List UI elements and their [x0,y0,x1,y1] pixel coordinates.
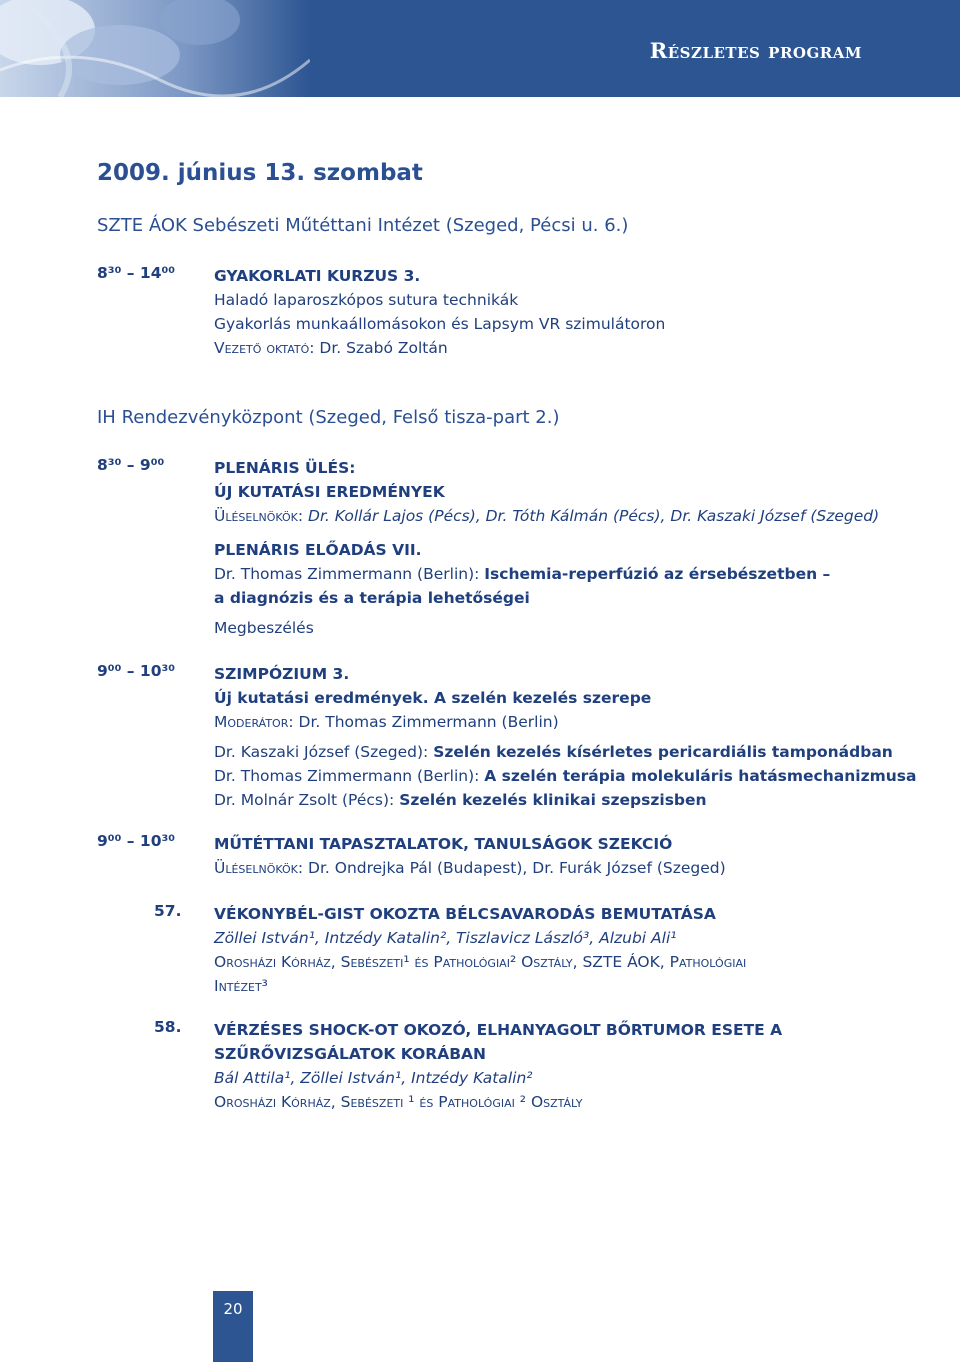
speaker: Dr. Thomas Zimmermann (Berlin): [214,767,485,785]
session-subtitle: ÚJ KUTATÁSI EREDMÉNYEK [214,483,445,501]
chairs-label: Üléselnökök: [214,859,304,877]
talk-title: Ischemia-reperfúzió az érsebészetben – [484,565,831,583]
speaker: Dr. Molnár Zsolt (Pécs): [214,791,400,809]
paper-affiliation: Intézet³ [214,977,268,995]
lead-label: Vezető oktató: [214,339,315,357]
lead-name: Dr. Szabó Zoltán [314,339,448,357]
talk-title: a diagnózis és a terápia lehetőségei [214,589,530,607]
chairs-names: Dr. Kollár Lajos (Pécs), Dr. Tóth Kálmán (Pécs), Dr. Kaszaki József (Szeged) [303,507,880,525]
paper-authors: Zöllei István¹, Intzédy Katalin², Tiszlavicz László³, Alzubi Ali¹ [214,929,677,947]
paper-authors: Bál Attila¹, Zöllei István¹, Intzédy Katalin² [214,1069,533,1087]
session-title: MŰTÉTTANI TAPASZTALATOK, TANULSÁGOK SZEKCIÓ [214,835,673,853]
talk-title: Szelén kezelés kísérletes pericardiális tamponádban [433,743,893,761]
session-line: Gyakorlás munkaállomásokon és Lapsym VR szimulátoron [214,315,666,333]
moderator-name: Dr. Thomas Zimmermann (Berlin) [293,713,559,731]
paper-title: VÉKONYBÉL-GIST OKOZTA BÉLCSAVARODÁS BEMUTATÁSA [214,905,716,923]
speaker: Dr. Thomas Zimmermann (Berlin): [214,565,485,583]
session-line: Haladó laparoszkópos sutura technikák [214,291,519,309]
session-title: PLENÁRIS ÜLÉS: [214,459,356,477]
paper-title: SZŰRŐVIZSGÁLATOK KORÁBAN [214,1045,487,1063]
session-title: GYAKORLATI KURZUS 3. [214,267,421,285]
talk-title: Szelén kezelés klinikai szepszisben [399,791,707,809]
moderator-label: Moderátor: [214,713,294,731]
session-time: 8³⁰ – 9⁰⁰ [97,456,165,474]
header-band [0,0,960,97]
venue-sebeszeti: SZTE ÁOK Sebészeti Műtéttani Intézet (Szeged, Pécsi u. 6.) [97,215,629,236]
talk-title: A szelén terápia molekuláris hatásmechanizmusa [484,767,917,785]
paper-title: VÉRZÉSES SHOCK-OT OKOZÓ, ELHANYAGOLT BŐRTUMOR ESETE A [214,1021,783,1039]
header-title: Részletes program [649,38,862,63]
chairs-names: Dr. Ondrejka Pál (Budapest), Dr. Furák József (Szeged) [303,859,726,877]
program-date: 2009. június 13. szombat [97,160,423,186]
page-number-box [213,1291,253,1362]
discussion: Megbeszélés [214,619,314,637]
session-time: 9⁰⁰ – 10³⁰ [97,832,176,850]
session-subtitle: Új kutatási eredmények. A szelén kezelés szerepe [214,689,652,707]
paper-affiliation: Orosházi Kórház, Sebészeti¹ és Pathológiai² Osztály, SZTE ÁOK, Pathológiai [214,953,747,971]
paper-affiliation: Orosházi Kórház, Sebészeti ¹ és Pathológiai ² Osztály [214,1093,583,1111]
venue-ih: IH Rendezvényközpont (Szeged, Felső tisza-part 2.) [97,407,560,428]
session-title: SZIMPÓZIUM 3. [214,665,350,683]
paper-number: 58. [154,1018,182,1036]
speaker: Dr. Kaszaki József (Szeged): [214,743,434,761]
lecture-title: PLENÁRIS ELŐADÁS VII. [214,541,422,559]
page-number: 20 [223,1300,243,1318]
chairs-label: Üléselnökök: [214,507,304,525]
session-time: 9⁰⁰ – 10³⁰ [97,662,176,680]
session-time: 8³⁰ – 14⁰⁰ [97,264,176,282]
header-photo [0,0,310,97]
paper-number: 57. [154,902,182,920]
